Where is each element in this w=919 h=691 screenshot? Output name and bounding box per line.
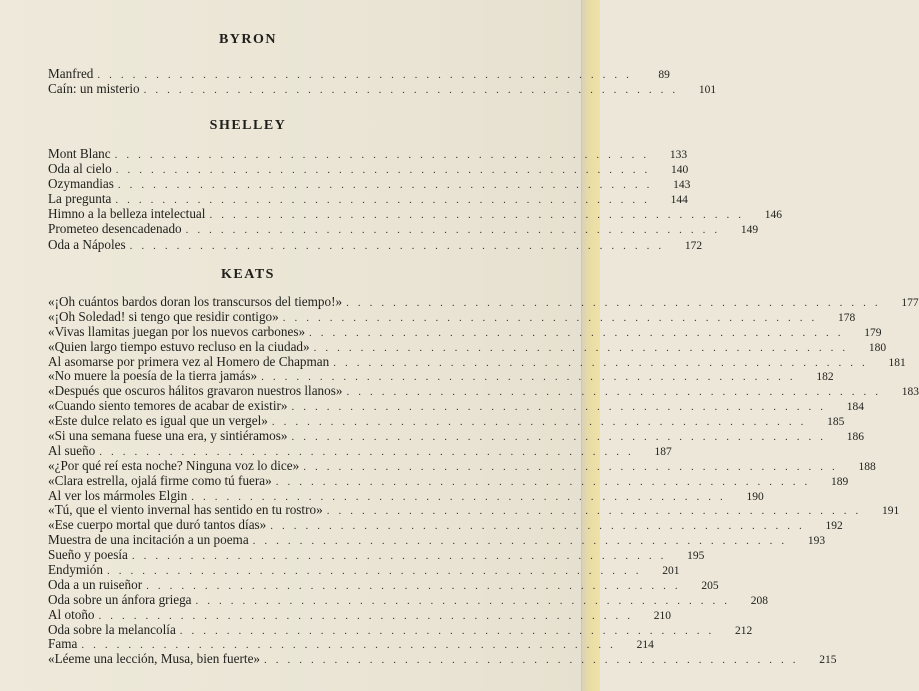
toc-entry-page-number: 189 [830, 475, 849, 488]
toc-entry-title: Al sueño [48, 442, 96, 458]
dot-leader: .............................................. [252, 535, 794, 548]
toc-entry [48, 338, 887, 354]
dot-leader: .............................................. [313, 341, 855, 354]
toc-entry-page-number: 187 [654, 445, 672, 458]
toc-entry-title: «Cuando siento temores de acabar de existir» [48, 398, 288, 414]
toc-entry [48, 236, 703, 252]
toc-entry-title: Oda sobre la melancolía [48, 621, 176, 637]
toc-entry-title: Mont Blanc [48, 146, 111, 161]
toc-entry [48, 383, 919, 399]
toc-entry-page-number: 184 [846, 401, 864, 414]
toc-entry-title: «Si una semana fuese una era, y sintiéramos» [48, 428, 288, 444]
dot-leader: .............................................. [98, 609, 640, 622]
dot-leader: .............................................. [346, 297, 887, 309]
toc-entry-page-number: 144 [670, 194, 688, 207]
dot-leader: .............................................. [115, 194, 656, 207]
toc-entry [48, 562, 680, 578]
toc-entry-title: Sueño y poesía [48, 547, 128, 563]
dot-leader: .............................................. [99, 445, 640, 458]
toc-entry [48, 517, 843, 533]
toc-entry-title: «¡Oh cuántos bardos doran los transcursos del tiempo!» [48, 294, 343, 309]
toc-entry [48, 308, 856, 324]
dot-leader: .............................................. [271, 416, 813, 429]
toc-entry-page-number: 172 [684, 239, 703, 252]
toc-entry-title: «Quien largo tiempo estuvo recluso en la ciudad» [48, 338, 310, 354]
toc-entry-page-number: 179 [864, 326, 882, 339]
toc-entry [48, 398, 864, 414]
toc-entry-page-number: 133 [669, 149, 688, 161]
toc-entry-title: «Tú, que el viento invernal has sentido en tu rostro» [48, 502, 323, 518]
dot-leader: .............................................. [333, 356, 874, 369]
dot-leader: .............................................. [303, 460, 844, 473]
toc-entry-page-number: 181 [888, 356, 906, 369]
toc-entry [48, 606, 672, 622]
dot-leader: .............................................. [291, 431, 832, 444]
dot-leader: .............................................. [309, 326, 850, 339]
toc-entry-title: Caín: un misterio [48, 81, 140, 97]
toc-entry [48, 368, 834, 384]
toc-entry-page-number: 177 [901, 297, 919, 309]
toc-entry [48, 457, 876, 473]
toc-entry-page-number: 146 [764, 209, 782, 222]
toc-entry-page-number: 192 [825, 520, 843, 533]
section-title-shelley: SHELLEY [209, 118, 287, 133]
dot-leader: .............................................. [143, 84, 685, 97]
dot-leader: .............................................. [81, 639, 622, 652]
toc-entry-title: «Después que oscuros hálitos gravaron nuestros llanos» [48, 383, 343, 399]
toc-entry [48, 547, 705, 563]
toc-entry [48, 621, 753, 637]
section-title-byron: BYRON [218, 32, 278, 47]
toc-entry-page-number: 140 [670, 164, 689, 177]
toc-entry-page-number: 193 [807, 535, 826, 548]
toc-entry-title: Oda al cielo [48, 161, 112, 177]
toc-entry-page-number: 178 [838, 311, 856, 324]
toc-entry-page-number: 186 [846, 431, 864, 444]
toc-entry [48, 191, 688, 207]
toc-entry [48, 532, 826, 548]
toc-entry-page-number: 215 [819, 654, 837, 667]
section-title-keats: KEATS [221, 267, 275, 282]
toc-entry-title: Fama [48, 636, 78, 652]
dot-leader: .............................................. [264, 654, 805, 667]
toc-entry-title: «¿Por qué reí esta noche? Ninguna voz lo dice» [48, 457, 300, 473]
dot-leader: .............................................. [261, 371, 802, 384]
toc-entry-title: La pregunta [48, 191, 112, 207]
toc-entry-page-number: 183 [901, 386, 919, 399]
toc-entry-title: Al asomarse por primera vez al Homero de Chapman [48, 353, 330, 369]
toc-entry-title: Ozymandias [48, 176, 114, 192]
toc-entry-page-number: 214 [636, 639, 654, 652]
toc-entry-title: Prometeo desencadenado [48, 221, 182, 237]
dot-leader: .............................................. [117, 179, 659, 192]
toc-entry-title: «¡Oh Soledad! si tengo que residir contigo» [48, 308, 279, 324]
toc-entry-page-number: 205 [701, 579, 719, 592]
toc-entry-title: «Vivas llamitas juegan por los nuevos carbones» [48, 323, 306, 339]
toc-entry-page-number: 195 [687, 550, 705, 563]
dot-leader: .............................................. [185, 224, 727, 237]
dot-leader: .............................................. [282, 311, 824, 324]
toc-entry [48, 206, 782, 222]
toc-entry-title: «Léeme una lección, Musa, bien fuerte» [48, 651, 261, 667]
toc-entry-page-number: 188 [858, 460, 876, 473]
section-list-keats [48, 294, 919, 667]
toc-entry [48, 413, 845, 429]
toc-entry-page-number: 201 [662, 565, 680, 578]
dot-leader: .............................................. [106, 565, 648, 578]
toc-entry [48, 472, 849, 488]
dot-leader: .............................................. [195, 594, 737, 607]
toc-entry-page-number: 149 [740, 224, 759, 237]
toc-entry-title: «Clara estrella, ojalá firme como tú fuera» [48, 472, 272, 488]
dot-leader: .............................................. [275, 475, 817, 488]
dot-leader: .............................................. [146, 579, 687, 592]
toc-entry-page-number: 101 [698, 84, 717, 97]
toc-entry-title: Al ver los mármoles Elgin [48, 487, 188, 503]
dot-leader: .............................................. [114, 149, 656, 161]
dot-leader: .............................................. [131, 550, 673, 563]
toc-entry [48, 176, 691, 192]
toc-entry-title: Oda a un ruiseñor [48, 576, 143, 592]
toc-entry [48, 428, 864, 444]
dot-leader: .............................................. [97, 69, 638, 81]
dot-leader: .............................................. [191, 490, 732, 503]
toc-entry [48, 161, 689, 177]
dot-leader: .............................................. [209, 209, 750, 222]
dot-leader: .............................................. [129, 239, 671, 252]
toc-entry-title: Manfred [48, 66, 94, 81]
toc-entry-title: «Ese cuerpo mortal que duró tantos días» [48, 517, 267, 533]
toc-entry-page-number: 190 [746, 490, 764, 503]
dot-leader: .............................................. [326, 505, 868, 518]
toc-entry [48, 323, 882, 339]
toc-entry-title: Al otoño [48, 606, 95, 622]
toc-entry-page-number: 89 [658, 69, 670, 81]
toc-entry-page-number: 212 [735, 624, 753, 637]
dot-leader: .............................................. [179, 624, 721, 637]
toc-entry [48, 442, 672, 458]
toc-entry [48, 81, 717, 97]
toc-entry-page-number: 208 [750, 594, 769, 607]
toc-entry [48, 66, 670, 81]
section-list-shelley [48, 146, 782, 252]
toc-entry-title: Oda sobre un ánfora griega [48, 591, 192, 607]
toc-entry-title: Himno a la belleza intelectual [48, 206, 206, 222]
toc-entry-title: «No muere la poesía de la tierra jamás» [48, 368, 258, 384]
toc-entry [48, 146, 688, 161]
toc-entry [48, 576, 719, 592]
toc-entry-title: «Este dulce relato es igual que un vergel» [48, 413, 268, 429]
toc-entry [48, 294, 919, 309]
toc-entry [48, 591, 769, 607]
section-list-byron [48, 66, 717, 97]
toc-entry-page-number: 185 [827, 416, 845, 429]
toc-entry [48, 221, 759, 237]
toc-entry-title: Endymión [48, 562, 103, 578]
toc-entry-page-number: 191 [881, 505, 900, 518]
toc-entry [48, 636, 654, 652]
dot-leader: .............................................. [270, 520, 811, 533]
dot-leader: .............................................. [291, 401, 832, 414]
toc-entry [48, 353, 906, 369]
toc-entry-page-number: 182 [816, 371, 834, 384]
toc-entry [48, 502, 900, 518]
toc-entry-page-number: 143 [673, 179, 691, 192]
dot-leader: .............................................. [346, 386, 887, 399]
toc-entry [48, 651, 837, 667]
toc-entry-page-number: 180 [868, 341, 887, 354]
toc-entry [48, 487, 764, 503]
toc-entry-page-number: 210 [653, 609, 672, 622]
dot-leader: .............................................. [115, 164, 657, 177]
toc-entry-title: Oda a Nápoles [48, 236, 126, 252]
toc-entry-title: Muestra de una incitación a un poema [48, 532, 249, 548]
